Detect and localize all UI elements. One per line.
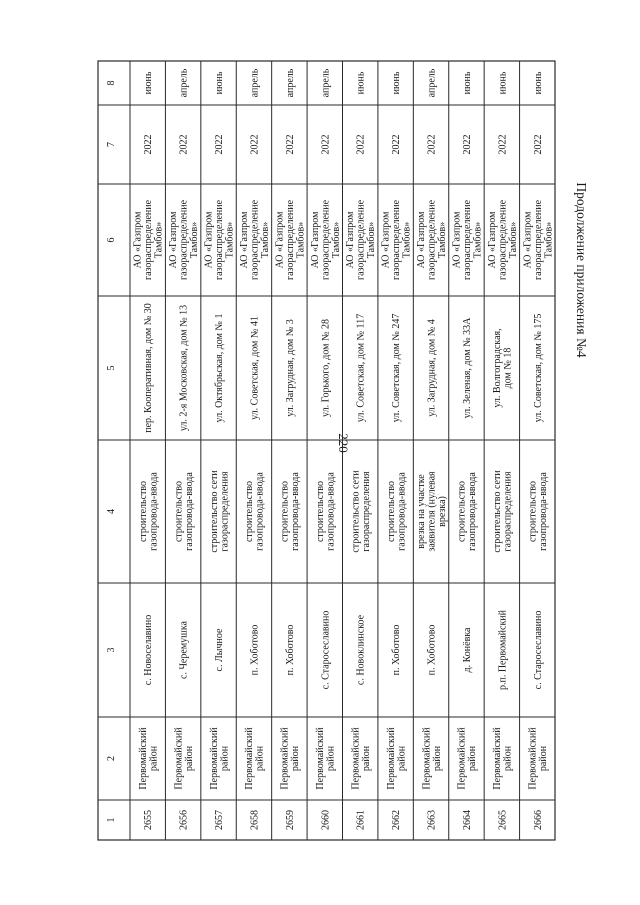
cell-month: июнь: [461, 71, 473, 95]
cell-organization-line: Тамбов»: [366, 221, 378, 259]
cell-work-type-line: заявителя (нулевая: [426, 471, 438, 552]
cell-month: июнь: [355, 71, 367, 95]
table-frame: [98, 61, 555, 840]
cell-work-type-line: газораспределения: [360, 471, 372, 552]
cell-address-line: ул. Зеленая, дом № 33А: [461, 317, 473, 419]
cell-organization-line: Тамбов»: [259, 221, 271, 259]
cell-year: 2022: [391, 134, 403, 155]
cell-district: [173, 727, 195, 790]
cell-organization-line: АО «Газпром: [416, 211, 428, 269]
cell-work-type: [416, 471, 448, 552]
cell-settlement-line: п. Хоботово: [249, 624, 261, 676]
cell-organization-line: АО «Газпром: [203, 211, 215, 269]
cell-address-line: ул. Советская, дом № 41: [249, 316, 261, 420]
cell-address: [143, 303, 154, 433]
cell-number: 2666: [532, 810, 544, 830]
cell-settlement-line: р.п. Первомайский: [497, 609, 509, 691]
cell-organization: [204, 199, 236, 280]
cell-month: июнь: [214, 71, 226, 95]
cell-address: [214, 314, 225, 423]
cell-work-type-line: газопровода-ввода: [148, 472, 160, 551]
cell-district-line: район: [183, 745, 195, 772]
cell-work-type-line: строительство: [173, 480, 185, 543]
cell-organization-line: газораспределение: [532, 199, 544, 281]
cell-settlement-line: с. Новоселавино: [143, 614, 155, 686]
cell-settlement: [214, 628, 225, 671]
column-number: 5: [106, 365, 117, 371]
cell-work-type: [315, 472, 337, 551]
cell-year: 2022: [497, 134, 509, 155]
cell-district-line: район: [219, 745, 231, 772]
cell-settlement-line: с. Лычное: [214, 628, 226, 672]
table-row: [487, 71, 519, 830]
cell-organization-line: АО «Газпром: [168, 211, 180, 269]
cell-work-type-line: газораспределения: [502, 471, 514, 552]
cell-district-line: район: [148, 745, 160, 772]
cell-organization-line: газораспределение: [320, 199, 332, 281]
cell-address-line: ул. Загрудная, дом № 3: [284, 319, 296, 417]
cell-organization-line: АО «Газпром: [486, 211, 498, 269]
cell-district-line: Первомайский: [527, 727, 539, 790]
cell-organization: [274, 199, 306, 280]
table-row: [274, 68, 306, 830]
cell-organization-line: газораспределение: [497, 199, 509, 281]
table-row: [451, 71, 483, 830]
cell-work-type-line: строительство: [279, 480, 291, 543]
cell-organization-line: Тамбов»: [330, 221, 342, 259]
cell-organization-line: газораспределение: [391, 199, 403, 281]
cell-address: [356, 314, 367, 422]
cell-year: 2022: [284, 134, 296, 155]
cell-district-line: Первомайский: [137, 727, 149, 790]
cell-organization: [487, 199, 519, 280]
cell-settlement: [320, 611, 331, 690]
cell-number: 2665: [497, 810, 509, 830]
cell-organization-line: Тамбов»: [224, 221, 236, 259]
cell-district-line: район: [290, 745, 302, 772]
cell-organization-line: газораспределение: [426, 199, 438, 281]
cell-address: [391, 314, 402, 423]
cell-work-type-line: газораспределения: [219, 471, 231, 552]
cell-work-type-line: врезка): [437, 496, 449, 527]
cell-work-type: [173, 472, 195, 551]
cell-settlement: [427, 625, 438, 676]
cell-work-type-line: газопровода-ввода: [254, 472, 266, 551]
cell-district-line: Первомайский: [350, 727, 362, 790]
cell-organization-line: АО «Газпром: [274, 211, 286, 269]
cell-district: [421, 727, 443, 790]
column-number-header: [106, 81, 117, 823]
cell-settlement-line: с. Старосеславино: [532, 610, 544, 690]
cell-organization-line: АО «Газпром: [238, 211, 250, 269]
cell-organization: [416, 199, 448, 280]
cell-organization-line: Тамбов»: [507, 221, 519, 259]
cell-settlement-line: с. Старосеславино: [320, 610, 332, 690]
cell-work-type-line: строительство: [456, 480, 468, 543]
cell-address: [179, 305, 190, 431]
cell-district: [386, 727, 408, 790]
cell-work-type-line: газопровода-ввода: [538, 472, 550, 551]
cell-address: [249, 316, 260, 420]
cell-work-type: [350, 470, 372, 553]
column-number: 6: [106, 237, 117, 243]
cell-district: [350, 727, 372, 790]
cell-number: 2662: [391, 810, 403, 830]
cell-month: апрель: [178, 68, 190, 98]
column-number: 8: [106, 80, 117, 86]
cell-year: 2022: [355, 134, 367, 155]
cell-year: 2022: [320, 134, 332, 155]
cell-organization-line: Тамбов»: [401, 221, 413, 259]
cell-month: апрель: [284, 68, 296, 98]
cell-organization-line: Тамбов»: [189, 221, 201, 259]
cell-address: [462, 317, 473, 419]
cell-organization: [451, 199, 483, 280]
cell-address: [492, 328, 514, 407]
cell-settlement: [497, 609, 508, 690]
cell-number: 2660: [320, 810, 332, 830]
cell-organization-line: АО «Газпром: [345, 211, 357, 269]
cell-district: [492, 727, 514, 790]
cell-work-type-line: строительство сети: [208, 470, 220, 553]
cell-year: 2022: [461, 134, 473, 155]
cell-district: [138, 727, 160, 790]
table-row: [416, 68, 448, 830]
cell-address-line: ул. Октябрьская, дом № 1: [214, 313, 226, 423]
cell-work-type-line: строительство: [385, 480, 397, 543]
cell-district: [315, 727, 337, 790]
cell-month: июнь: [497, 71, 509, 95]
cell-organization-line: Тамбов»: [295, 221, 307, 259]
cell-month: июнь: [532, 71, 544, 95]
cell-organization-line: АО «Газпром: [132, 211, 144, 269]
cell-district-line: район: [538, 745, 550, 772]
cell-district-line: район: [254, 745, 266, 772]
cell-organization-line: АО «Газпром: [380, 211, 392, 269]
page-number: 220: [336, 433, 351, 453]
cell-settlement-line: с. Новоклинское: [355, 614, 367, 686]
cell-work-type: [457, 472, 479, 551]
cell-address-line: ул. Советская, дом № 175: [532, 313, 544, 423]
table-row: [239, 68, 271, 830]
cell-settlement: [533, 611, 544, 690]
cell-district-line: Первомайский: [244, 727, 256, 790]
cell-district-line: район: [502, 745, 514, 772]
cell-district-line: Первомайский: [385, 727, 397, 790]
cell-district-line: Первомайский: [279, 727, 291, 790]
cell-settlement-line: п. Хоботово: [284, 624, 296, 676]
cell-number: 2655: [143, 810, 155, 830]
cell-number: 2664: [461, 810, 473, 830]
cell-district-line: район: [467, 745, 479, 772]
cell-district-line: Первомайский: [492, 727, 504, 790]
cell-year: 2022: [214, 134, 226, 155]
cell-organization-line: газораспределение: [178, 199, 190, 281]
cell-address-line: ул. Советская, дом № 247: [391, 313, 403, 423]
cell-address-line: ул. 2-я Московская, дом № 13: [178, 304, 190, 432]
cell-work-type-line: газопровода-ввода: [290, 472, 302, 551]
cell-number: 2661: [355, 810, 367, 830]
cell-settlement: [143, 615, 154, 685]
cell-work-type: [138, 472, 160, 551]
cell-work-type-line: врезка на участке: [416, 474, 428, 549]
cell-settlement-line: д. Конёвка: [461, 627, 473, 673]
cell-organization: [133, 199, 165, 280]
table-row: [133, 71, 165, 830]
cell-month: апрель: [320, 68, 332, 98]
cell-district-line: район: [325, 745, 337, 772]
cell-organization-line: газораспределение: [143, 199, 155, 281]
cell-district-line: район: [360, 745, 372, 772]
cell-organization-line: Тамбов»: [543, 221, 555, 259]
cell-organization: [522, 199, 554, 280]
cell-work-type-line: строительство сети: [350, 470, 362, 553]
cell-year: 2022: [426, 134, 438, 155]
column-number: 7: [106, 142, 117, 147]
cell-organization-line: АО «Газпром: [451, 211, 463, 269]
cell-number: 2656: [178, 810, 190, 830]
cell-work-type-line: строительство сети: [492, 470, 504, 553]
cell-settlement-line: с. Черемушка: [178, 621, 190, 679]
cell-district: [209, 727, 231, 790]
cell-address-line: ул. Советская, дом № 117: [355, 313, 367, 423]
cell-settlement: [462, 627, 473, 672]
column-number: 4: [106, 509, 117, 514]
cell-month: апрель: [426, 68, 438, 98]
cell-organization-line: Тамбов»: [472, 221, 484, 259]
cell-work-type: [528, 472, 550, 551]
cell-district-line: Первомайский: [456, 727, 468, 790]
cell-address-line: ул. Волгоградская,: [492, 328, 504, 408]
cell-work-type: [386, 472, 408, 551]
cell-settlement: [249, 625, 260, 676]
table-grid: [98, 61, 555, 840]
cell-district: [244, 727, 265, 790]
cell-work-type: [244, 472, 265, 551]
cell-organization: [310, 199, 342, 280]
cell-address-line: пер. Кооперативная, дом № 30: [143, 303, 155, 433]
cell-work-type-line: газопровода-ввода: [467, 472, 479, 551]
cell-organization-line: газораспределение: [284, 199, 296, 281]
cell-work-type-line: строительство: [244, 480, 256, 543]
cell-year: 2022: [532, 134, 544, 155]
cell-year: 2022: [178, 134, 190, 155]
cell-work-type-line: газопровода-ввода: [183, 472, 195, 551]
cell-organization: [381, 199, 413, 280]
cell-number: 2657: [214, 810, 226, 830]
cell-district-line: район: [431, 745, 443, 772]
cell-district-line: Первомайский: [208, 727, 220, 790]
cell-work-type-line: газопровода-ввода: [396, 472, 408, 551]
cell-organization: [168, 199, 200, 280]
cell-month: июнь: [143, 71, 155, 95]
cell-settlement: [285, 625, 296, 676]
cell-work-type: [209, 470, 231, 553]
cell-settlement: [391, 625, 402, 676]
cell-district: [528, 727, 550, 790]
cell-number: 2663: [426, 810, 438, 830]
cell-work-type-line: строительство: [137, 480, 149, 543]
cell-address: [427, 319, 438, 417]
column-number: 2: [106, 756, 117, 761]
appendix-title: Продолжение приложения №4: [574, 182, 589, 358]
table-row: [168, 68, 200, 830]
cell-address: [533, 314, 544, 423]
table-row: [204, 71, 236, 830]
cell-district: [457, 727, 479, 790]
cell-district-line: Первомайский: [173, 727, 185, 790]
cell-settlement: [179, 620, 190, 679]
column-number: 3: [106, 647, 117, 653]
cell-organization-line: газораспределение: [461, 199, 473, 281]
cell-settlement: [356, 614, 367, 685]
cell-work-type: [280, 472, 302, 551]
table-row: [522, 71, 554, 830]
cell-address: [285, 319, 296, 417]
cell-organization: [345, 199, 377, 280]
cell-settlement-line: п. Хоботово: [391, 624, 403, 676]
cell-address-line: дом № 18: [502, 347, 514, 389]
cell-number: 2659: [284, 810, 296, 830]
cell-district-line: район: [396, 745, 408, 772]
cell-month: июнь: [391, 71, 403, 95]
cell-organization-line: Тамбов»: [437, 221, 449, 259]
table-row: [381, 71, 413, 830]
cell-address-line: ул. Горького, дом № 28: [320, 319, 332, 417]
cell-address-line: ул. Загрудная, дом № 4: [426, 319, 438, 417]
cell-work-type-line: строительство: [315, 480, 327, 543]
cell-district: [280, 727, 302, 790]
cell-work-type: [492, 470, 514, 553]
cell-organization-line: газораспределение: [355, 199, 367, 281]
cell-district-line: Первомайский: [421, 727, 433, 790]
cell-organization-line: газораспределение: [249, 199, 261, 281]
cell-organization: [239, 199, 271, 280]
cell-year: 2022: [143, 134, 155, 155]
cell-month: апрель: [249, 68, 261, 98]
cell-number: 2658: [249, 810, 261, 830]
cell-year: 2022: [249, 134, 261, 155]
column-number: 1: [106, 817, 117, 823]
cell-organization-line: АО «Газпром: [309, 211, 321, 269]
cell-organization-line: Тамбов»: [153, 221, 165, 259]
cell-organization-line: газораспределение: [214, 199, 226, 281]
cell-settlement-line: п. Хоботово: [426, 624, 438, 676]
cell-district-line: Первомайский: [315, 727, 327, 790]
cell-address: [320, 319, 331, 417]
cell-organization-line: АО «Газпром: [522, 211, 534, 269]
cell-work-type-line: газопровода-ввода: [325, 472, 337, 551]
cell-work-type-line: строительство: [527, 480, 539, 543]
